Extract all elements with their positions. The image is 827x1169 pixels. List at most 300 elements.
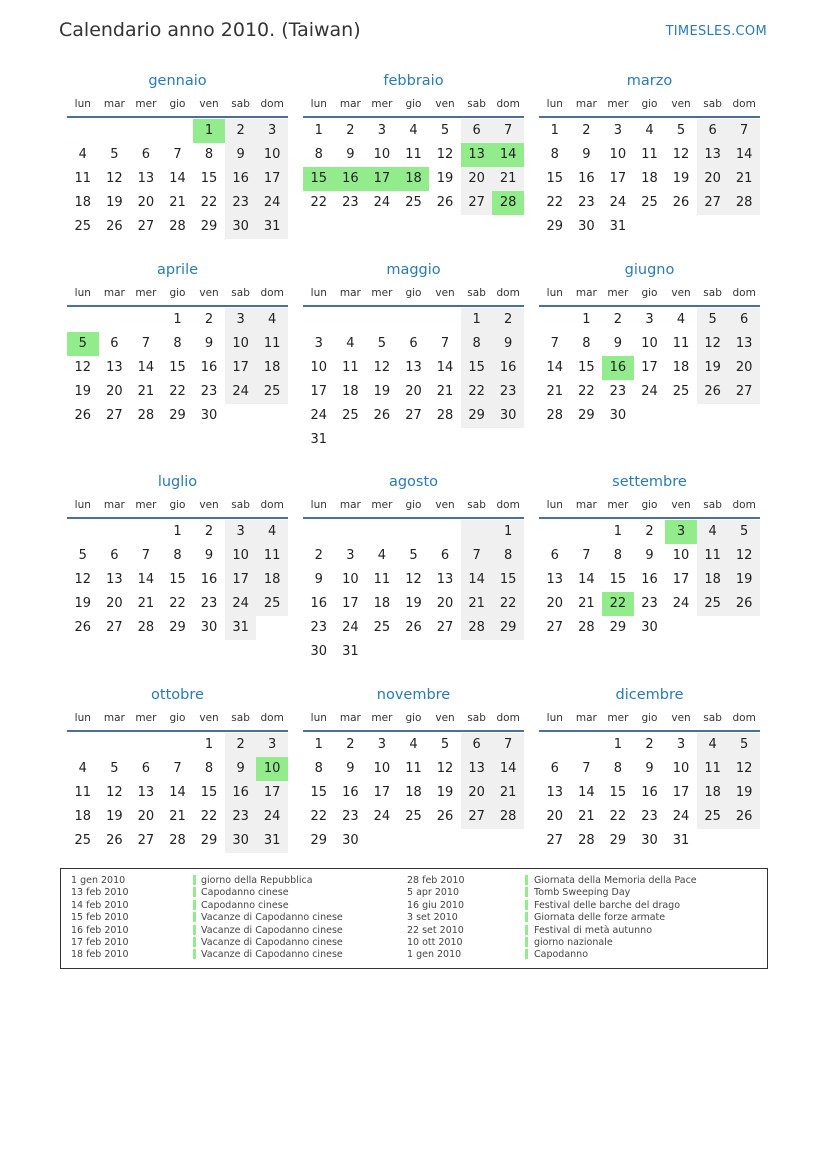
day-cell[interactable]: 7 (728, 119, 760, 143)
day-cell[interactable]: 21 (492, 781, 524, 805)
day-cell[interactable]: 13 (697, 143, 729, 167)
day-cell[interactable]: 23 (641, 596, 658, 611)
day-cell[interactable]: 22 (169, 384, 186, 399)
day-cell[interactable]: 27 (546, 833, 564, 848)
day-cell[interactable]: 22 (602, 592, 634, 616)
day-cell[interactable]: 1 (613, 524, 623, 539)
day-cell[interactable]: 15 (169, 360, 186, 375)
day-cell[interactable]: 27 (137, 833, 155, 848)
day-cell[interactable]: 7 (550, 336, 559, 351)
day-cell[interactable]: 2 (314, 548, 323, 563)
day-cell[interactable]: 13 (137, 785, 155, 800)
day-cell[interactable]: 27 (461, 191, 493, 215)
day-cell[interactable]: 19 (728, 568, 760, 592)
day-cell[interactable]: 14 (578, 785, 595, 800)
day-cell[interactable]: 29 (310, 833, 328, 848)
day-cell[interactable]: 7 (492, 733, 524, 757)
day-cell[interactable]: 11 (74, 171, 92, 186)
day-cell[interactable]: 22 (200, 195, 218, 210)
day-cell[interactable]: 27 (106, 408, 123, 423)
day-cell[interactable]: 27 (405, 408, 422, 423)
day-cell[interactable]: 19 (74, 384, 92, 399)
brand-logo[interactable]: TIMESLES.COM (665, 24, 767, 39)
day-cell[interactable]: 22 (492, 592, 524, 616)
day-cell[interactable]: 19 (74, 596, 92, 611)
day-cell[interactable]: 14 (169, 171, 186, 186)
day-cell[interactable]: 14 (492, 757, 524, 781)
day-cell[interactable]: 28 (137, 408, 155, 423)
day-cell[interactable]: 17 (225, 568, 257, 592)
day-cell[interactable]: 8 (492, 544, 524, 568)
day-cell[interactable]: 10 (373, 147, 391, 162)
day-cell[interactable]: 10 (310, 360, 328, 375)
day-cell[interactable]: 5 (377, 336, 387, 351)
day-cell[interactable]: 16 (578, 171, 595, 186)
day-cell[interactable]: 22 (310, 195, 328, 210)
day-cell[interactable]: 24 (641, 384, 658, 399)
day-cell[interactable]: 12 (672, 147, 690, 162)
day-cell[interactable]: 17 (256, 781, 288, 805)
day-cell[interactable]: 25 (641, 195, 658, 210)
day-cell[interactable]: 4 (256, 308, 288, 332)
day-cell[interactable]: 28 (436, 408, 454, 423)
day-cell[interactable]: 30 (200, 620, 218, 635)
day-cell[interactable]: 27 (546, 620, 564, 635)
day-cell[interactable]: 3 (665, 520, 697, 544)
day-cell[interactable]: 26 (405, 620, 422, 635)
day-cell[interactable]: 8 (582, 336, 591, 351)
day-cell[interactable]: 8 (550, 147, 559, 162)
day-cell[interactable]: 25 (74, 219, 92, 234)
day-cell[interactable]: 23 (641, 809, 658, 824)
day-cell[interactable]: 17 (366, 167, 398, 191)
day-cell[interactable]: 3 (613, 123, 623, 138)
day-cell[interactable]: 14 (492, 143, 524, 167)
day-cell[interactable]: 24 (256, 191, 288, 215)
day-cell[interactable]: 7 (582, 761, 591, 776)
day-cell[interactable]: 19 (728, 781, 760, 805)
day-cell[interactable]: 16 (602, 356, 634, 380)
day-cell[interactable]: 29 (609, 833, 627, 848)
day-cell[interactable]: 30 (225, 215, 257, 239)
day-cell[interactable]: 7 (461, 544, 493, 568)
day-cell[interactable]: 25 (697, 592, 729, 616)
day-cell[interactable]: 23 (200, 596, 218, 611)
day-cell[interactable]: 14 (137, 360, 155, 375)
day-cell[interactable]: 31 (672, 833, 690, 848)
day-cell[interactable]: 31 (342, 644, 359, 659)
day-cell[interactable]: 19 (373, 384, 391, 399)
day-cell[interactable]: 19 (672, 171, 690, 186)
day-cell[interactable]: 31 (256, 215, 288, 239)
day-cell[interactable]: 12 (373, 360, 391, 375)
day-cell[interactable]: 4 (697, 520, 729, 544)
day-cell[interactable]: 12 (436, 761, 454, 776)
day-cell[interactable]: 26 (697, 380, 729, 404)
day-cell[interactable]: 14 (728, 143, 760, 167)
day-cell[interactable]: 18 (697, 781, 729, 805)
day-cell[interactable]: 1 (582, 312, 591, 327)
day-cell[interactable]: 10 (256, 143, 288, 167)
day-cell[interactable]: 8 (204, 147, 214, 162)
day-cell[interactable]: 14 (169, 785, 186, 800)
day-cell[interactable]: 12 (106, 785, 123, 800)
day-cell[interactable]: 24 (342, 620, 359, 635)
day-cell[interactable]: 17 (310, 384, 328, 399)
day-cell[interactable]: 9 (225, 143, 257, 167)
day-cell[interactable]: 11 (373, 572, 391, 587)
day-cell[interactable]: 24 (373, 195, 391, 210)
day-cell[interactable]: 7 (173, 761, 182, 776)
day-cell[interactable]: 15 (492, 568, 524, 592)
day-cell[interactable]: 12 (106, 171, 123, 186)
day-cell[interactable]: 21 (169, 809, 186, 824)
day-cell[interactable]: 30 (225, 829, 257, 853)
day-cell[interactable]: 26 (373, 408, 391, 423)
day-cell[interactable]: 14 (137, 572, 155, 587)
day-cell[interactable]: 17 (225, 356, 257, 380)
day-cell[interactable]: 28 (578, 620, 595, 635)
day-cell[interactable]: 18 (641, 171, 658, 186)
day-cell[interactable]: 29 (169, 620, 186, 635)
day-cell[interactable]: 24 (672, 809, 690, 824)
day-cell[interactable]: 5 (110, 147, 119, 162)
day-cell[interactable]: 11 (697, 544, 729, 568)
day-cell[interactable]: 3 (256, 733, 288, 757)
day-cell[interactable]: 10 (225, 544, 257, 568)
day-cell[interactable]: 22 (461, 380, 493, 404)
day-cell[interactable]: 3 (346, 548, 355, 563)
day-cell[interactable]: 31 (310, 432, 328, 447)
day-cell[interactable]: 2 (582, 123, 591, 138)
day-cell[interactable]: 8 (314, 147, 323, 162)
day-cell[interactable]: 16 (200, 572, 218, 587)
day-cell[interactable]: 12 (436, 147, 454, 162)
day-cell[interactable]: 6 (550, 761, 559, 776)
day-cell[interactable]: 21 (492, 167, 524, 191)
day-cell[interactable]: 28 (137, 620, 155, 635)
day-cell[interactable]: 2 (225, 733, 257, 757)
day-cell[interactable]: 7 (141, 336, 151, 351)
day-cell[interactable]: 30 (641, 620, 658, 635)
day-cell[interactable]: 4 (78, 761, 87, 776)
day-cell[interactable]: 13 (461, 757, 493, 781)
day-cell[interactable]: 22 (310, 809, 328, 824)
day-cell[interactable]: 9 (346, 761, 355, 776)
day-cell[interactable]: 7 (141, 548, 151, 563)
day-cell[interactable]: 2 (225, 119, 257, 143)
day-cell[interactable]: 26 (672, 195, 690, 210)
day-cell[interactable]: 8 (173, 336, 182, 351)
day-cell[interactable]: 21 (578, 809, 595, 824)
day-cell[interactable]: 15 (200, 171, 218, 186)
day-cell[interactable]: 20 (546, 809, 564, 824)
day-cell[interactable]: 30 (492, 404, 524, 428)
day-cell[interactable]: 9 (582, 147, 591, 162)
day-cell[interactable]: 27 (728, 380, 760, 404)
day-cell[interactable]: 19 (106, 809, 123, 824)
day-cell[interactable]: 5 (78, 548, 87, 563)
day-cell[interactable]: 20 (461, 781, 493, 805)
day-cell[interactable]: 14 (461, 568, 493, 592)
day-cell[interactable]: 21 (169, 195, 186, 210)
day-cell[interactable]: 2 (645, 524, 654, 539)
day-cell[interactable]: 26 (106, 219, 123, 234)
day-cell[interactable]: 11 (641, 147, 658, 162)
day-cell[interactable]: 16 (335, 167, 367, 191)
day-cell[interactable]: 1 (173, 312, 182, 327)
day-cell[interactable]: 16 (310, 596, 328, 611)
day-cell[interactable]: 6 (440, 548, 450, 563)
day-cell[interactable]: 14 (436, 360, 454, 375)
day-cell[interactable]: 29 (169, 408, 186, 423)
day-cell[interactable]: 31 (256, 829, 288, 853)
day-cell[interactable]: 17 (609, 171, 627, 186)
day-cell[interactable]: 30 (310, 644, 328, 659)
day-cell[interactable]: 21 (137, 384, 155, 399)
day-cell[interactable]: 9 (225, 757, 257, 781)
day-cell[interactable]: 20 (137, 809, 155, 824)
day-cell[interactable]: 2 (346, 123, 355, 138)
day-cell[interactable]: 27 (461, 805, 493, 829)
day-cell[interactable]: 5 (440, 737, 450, 752)
day-cell[interactable]: 25 (405, 195, 422, 210)
day-cell[interactable]: 4 (78, 147, 87, 162)
day-cell[interactable]: 20 (137, 195, 155, 210)
day-cell[interactable]: 25 (405, 809, 422, 824)
day-cell[interactable]: 17 (672, 785, 690, 800)
day-cell[interactable]: 13 (405, 360, 422, 375)
day-cell[interactable]: 28 (169, 219, 186, 234)
day-cell[interactable]: 2 (492, 308, 524, 332)
day-cell[interactable]: 18 (256, 568, 288, 592)
day-cell[interactable]: 26 (74, 620, 92, 635)
day-cell[interactable]: 28 (169, 833, 186, 848)
day-cell[interactable]: 10 (672, 548, 690, 563)
day-cell[interactable]: 15 (461, 356, 493, 380)
day-cell[interactable]: 3 (314, 336, 323, 351)
day-cell[interactable]: 6 (110, 336, 119, 351)
day-cell[interactable]: 10 (672, 761, 690, 776)
day-cell[interactable]: 1 (314, 123, 323, 138)
day-cell[interactable]: 10 (641, 336, 658, 351)
day-cell[interactable]: 15 (578, 360, 595, 375)
day-cell[interactable]: 27 (137, 219, 155, 234)
day-cell[interactable]: 20 (106, 384, 123, 399)
day-cell[interactable]: 16 (641, 785, 658, 800)
day-cell[interactable]: 5 (409, 548, 418, 563)
day-cell[interactable]: 21 (578, 596, 595, 611)
day-cell[interactable]: 5 (67, 332, 99, 356)
day-cell[interactable]: 18 (342, 384, 359, 399)
day-cell[interactable]: 8 (613, 548, 623, 563)
day-cell[interactable]: 9 (346, 147, 355, 162)
day-cell[interactable]: 5 (728, 520, 760, 544)
day-cell[interactable]: 20 (106, 596, 123, 611)
day-cell[interactable]: 8 (613, 761, 623, 776)
day-cell[interactable]: 4 (645, 123, 654, 138)
day-cell[interactable]: 13 (436, 572, 454, 587)
day-cell[interactable]: 23 (342, 809, 359, 824)
day-cell[interactable]: 2 (204, 524, 214, 539)
day-cell[interactable]: 26 (728, 805, 760, 829)
day-cell[interactable]: 9 (645, 548, 654, 563)
day-cell[interactable]: 10 (342, 572, 359, 587)
day-cell[interactable]: 1 (492, 520, 524, 544)
day-cell[interactable]: 3 (377, 737, 387, 752)
day-cell[interactable]: 24 (609, 195, 627, 210)
day-cell[interactable]: 28 (578, 833, 595, 848)
day-cell[interactable]: 6 (550, 548, 559, 563)
day-cell[interactable]: 25 (74, 833, 92, 848)
day-cell[interactable]: 20 (436, 596, 454, 611)
day-cell[interactable]: 15 (546, 171, 564, 186)
day-cell[interactable]: 31 (225, 616, 257, 640)
day-cell[interactable]: 29 (578, 408, 595, 423)
day-cell[interactable]: 11 (405, 761, 422, 776)
day-cell[interactable]: 25 (672, 384, 690, 399)
day-cell[interactable]: 18 (405, 785, 422, 800)
day-cell[interactable]: 18 (74, 195, 92, 210)
day-cell[interactable]: 3 (225, 308, 257, 332)
day-cell[interactable]: 25 (256, 380, 288, 404)
day-cell[interactable]: 16 (641, 572, 658, 587)
day-cell[interactable]: 26 (436, 809, 454, 824)
day-cell[interactable]: 6 (697, 119, 729, 143)
day-cell[interactable]: 24 (225, 380, 257, 404)
day-cell[interactable]: 15 (310, 785, 328, 800)
day-cell[interactable]: 28 (492, 191, 524, 215)
day-cell[interactable]: 7 (440, 336, 450, 351)
day-cell[interactable]: 9 (613, 336, 623, 351)
day-cell[interactable]: 3 (256, 119, 288, 143)
day-cell[interactable]: 29 (200, 219, 218, 234)
day-cell[interactable]: 17 (373, 785, 391, 800)
day-cell[interactable]: 6 (141, 761, 151, 776)
day-cell[interactable]: 16 (225, 781, 257, 805)
day-cell[interactable]: 19 (697, 356, 729, 380)
day-cell[interactable]: 24 (310, 408, 328, 423)
day-cell[interactable]: 11 (256, 544, 288, 568)
day-cell[interactable]: 11 (342, 360, 359, 375)
day-cell[interactable]: 25 (342, 408, 359, 423)
day-cell[interactable]: 21 (436, 384, 454, 399)
day-cell[interactable]: 18 (74, 809, 92, 824)
day-cell[interactable]: 6 (141, 147, 151, 162)
day-cell[interactable]: 6 (110, 548, 119, 563)
day-cell[interactable]: 13 (461, 143, 493, 167)
day-cell[interactable]: 30 (609, 408, 627, 423)
day-cell[interactable]: 26 (728, 592, 760, 616)
day-cell[interactable]: 17 (672, 572, 690, 587)
day-cell[interactable]: 16 (200, 360, 218, 375)
day-cell[interactable]: 15 (609, 572, 627, 587)
day-cell[interactable]: 6 (461, 119, 493, 143)
day-cell[interactable]: 4 (346, 336, 355, 351)
day-cell[interactable]: 4 (676, 312, 686, 327)
day-cell[interactable]: 10 (373, 761, 391, 776)
day-cell[interactable]: 9 (204, 336, 214, 351)
day-cell[interactable]: 19 (405, 596, 422, 611)
day-cell[interactable]: 13 (728, 332, 760, 356)
day-cell[interactable]: 1 (461, 308, 493, 332)
day-cell[interactable]: 1 (193, 119, 225, 143)
day-cell[interactable]: 18 (672, 360, 690, 375)
day-cell[interactable]: 4 (409, 123, 418, 138)
day-cell[interactable]: 24 (225, 592, 257, 616)
day-cell[interactable]: 9 (645, 761, 654, 776)
day-cell[interactable]: 28 (728, 191, 760, 215)
day-cell[interactable]: 20 (405, 384, 422, 399)
day-cell[interactable]: 13 (546, 785, 564, 800)
day-cell[interactable]: 12 (74, 572, 92, 587)
day-cell[interactable]: 9 (204, 548, 214, 563)
day-cell[interactable]: 11 (256, 332, 288, 356)
day-cell[interactable]: 15 (303, 167, 335, 191)
day-cell[interactable]: 10 (225, 332, 257, 356)
day-cell[interactable]: 17 (641, 360, 658, 375)
day-cell[interactable]: 1 (550, 123, 559, 138)
day-cell[interactable]: 13 (546, 572, 564, 587)
day-cell[interactable]: 15 (200, 785, 218, 800)
day-cell[interactable]: 11 (74, 785, 92, 800)
day-cell[interactable]: 14 (578, 572, 595, 587)
day-cell[interactable]: 7 (582, 548, 591, 563)
day-cell[interactable]: 15 (169, 572, 186, 587)
day-cell[interactable]: 29 (609, 620, 627, 635)
day-cell[interactable]: 1 (613, 737, 623, 752)
day-cell[interactable]: 5 (110, 761, 119, 776)
day-cell[interactable]: 2 (613, 312, 623, 327)
day-cell[interactable]: 12 (728, 757, 760, 781)
day-cell[interactable]: 2 (346, 737, 355, 752)
day-cell[interactable]: 1 (204, 737, 214, 752)
day-cell[interactable]: 27 (697, 191, 729, 215)
day-cell[interactable]: 19 (436, 171, 454, 186)
day-cell[interactable]: 20 (546, 596, 564, 611)
day-cell[interactable]: 6 (409, 336, 418, 351)
day-cell[interactable]: 5 (697, 308, 729, 332)
day-cell[interactable]: 8 (314, 761, 323, 776)
day-cell[interactable]: 25 (256, 592, 288, 616)
day-cell[interactable]: 26 (74, 408, 92, 423)
day-cell[interactable]: 18 (398, 167, 430, 191)
day-cell[interactable]: 11 (405, 147, 422, 162)
day-cell[interactable]: 5 (440, 123, 450, 138)
day-cell[interactable]: 16 (342, 785, 359, 800)
day-cell[interactable]: 4 (377, 548, 387, 563)
day-cell[interactable]: 23 (492, 380, 524, 404)
day-cell[interactable]: 3 (377, 123, 387, 138)
day-cell[interactable]: 28 (492, 805, 524, 829)
day-cell[interactable]: 10 (256, 757, 288, 781)
day-cell[interactable]: 8 (461, 332, 493, 356)
day-cell[interactable]: 22 (546, 195, 564, 210)
day-cell[interactable]: 19 (106, 195, 123, 210)
day-cell[interactable]: 18 (697, 568, 729, 592)
day-cell[interactable]: 1 (314, 737, 323, 752)
day-cell[interactable]: 16 (492, 356, 524, 380)
day-cell[interactable]: 21 (546, 384, 564, 399)
day-cell[interactable]: 28 (461, 616, 493, 640)
day-cell[interactable]: 23 (578, 195, 595, 210)
day-cell[interactable]: 20 (728, 356, 760, 380)
day-cell[interactable]: 18 (373, 596, 391, 611)
day-cell[interactable]: 24 (672, 596, 690, 611)
day-cell[interactable]: 13 (106, 360, 123, 375)
day-cell[interactable]: 18 (256, 356, 288, 380)
day-cell[interactable]: 11 (697, 757, 729, 781)
